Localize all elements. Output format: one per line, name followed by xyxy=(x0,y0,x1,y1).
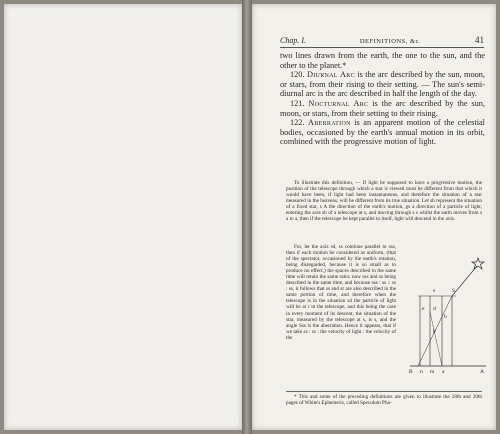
label-e: e xyxy=(422,306,425,312)
def-122-text: is an apparent motion of the celestial bodies, occasioned by the earth's annual motion in its orbit, combined with the progressive motion of light. xyxy=(280,118,485,147)
star-icon xyxy=(472,258,484,269)
illustration-column xyxy=(286,244,396,341)
aberration-diagram xyxy=(400,254,490,379)
def-122-number: 122. xyxy=(290,118,305,128)
def-121-term: Nocturnal Arc xyxy=(308,98,369,108)
def-122-term: Aberration xyxy=(308,118,351,128)
continuation-paragraph: two lines drawn from the earth, the one to the sun, and the other to the planet.* xyxy=(280,51,485,70)
running-header xyxy=(280,35,484,45)
header-chapter: Chap. I. xyxy=(280,36,306,45)
def-120-text: is the arc described by the sun, moon, or stars, from their rising to their setting. — The sun's semi-diurnal arc is the arc described in half the length of the day. xyxy=(280,70,485,99)
illustration-intro xyxy=(286,180,482,222)
illustration-paragraph-1: To illustrate this definition, — If light be supposed to have a progressive motion, the position of the telescope through which a star is viewed must be different from that which it would have been, if light had been instantaneous, and therefore the situation of a star measured in the heavens, will be different from its true situation. Let sb represent the situation of a fixed star, s A the direction of the earth's motion, gs a direction of a particle of light, entering the axis sb of a telescope at s, and moving through s s whilst the earth moves from s a to a, then if the telescope be kept parallel to itself, light will descend in the axis. xyxy=(286,180,482,223)
illustration-paragraph-2: For, let the axis sd, ss continue parallel to sss, then if each motion be considered as uniform, (that of the spectator, occasioned by the earth's rotation, being disregarded, because it is so small as to produce no effect,) the spaces described in the same time will retain the same ratio; now sss and ss being described in the same time, and because sss : ss :: ss : ss, it follows that ss and sr are also described in the same portion of time, and therefore when the telescope is in the situation sd the particle of light will be at r in the telescope, and this being the case in every moment of its descent, the situation of the star, measured by the telescope at s, is s, and the angle Sss is the aberration. Hence it appears, that if we take ss : ss : the velocity of light : the velocity of the xyxy=(286,244,396,341)
footnote-rule xyxy=(286,391,482,392)
def-121-number: 121. xyxy=(290,98,305,108)
header-rule xyxy=(280,47,484,48)
label-m: m xyxy=(430,369,435,375)
def-120-number: 120. xyxy=(290,70,305,80)
label-b: b xyxy=(444,314,447,320)
label-d: d xyxy=(433,306,436,312)
right-page xyxy=(252,4,496,430)
definitions-text xyxy=(280,51,485,147)
label-p: p xyxy=(433,328,436,334)
light-ray-line xyxy=(452,266,477,296)
left-page-blank xyxy=(4,4,242,430)
label-s: s xyxy=(433,288,436,294)
definition-120 xyxy=(280,70,485,99)
definition-122 xyxy=(280,118,485,147)
def-120-term: Diurnal Arc xyxy=(306,70,355,80)
page-number: 41 xyxy=(474,35,484,45)
footnote xyxy=(286,394,482,407)
label-B: B xyxy=(409,369,413,375)
header-section: DEFINITIONS, &c. xyxy=(359,38,422,45)
book-gutter xyxy=(242,0,252,434)
footnote-text: * This and some of the preceding definitions are given to illustrate the 28th and 30th pages of White's Ephemeris, called Speculum Pha- xyxy=(286,394,482,407)
label-A: A xyxy=(480,369,484,375)
def-121-text: is the arc described by the sun, moon, or stars, from their setting to their rising. xyxy=(280,98,486,118)
label-S: S xyxy=(452,288,456,294)
label-n: n xyxy=(420,369,423,375)
label-a: a xyxy=(442,369,445,375)
definition-121 xyxy=(280,99,485,118)
